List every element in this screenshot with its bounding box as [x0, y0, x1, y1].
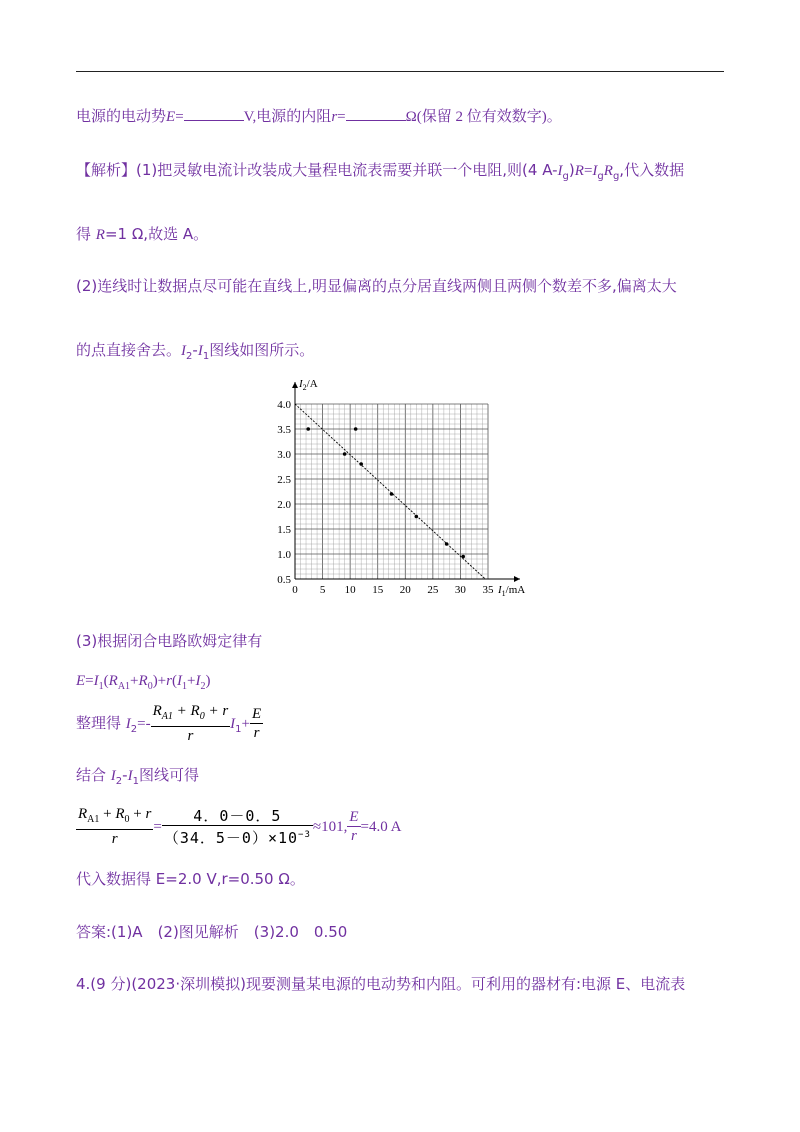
subscript: 2 — [130, 724, 138, 735]
y-tick-label: 2.0 — [277, 499, 291, 511]
answer-line — [76, 922, 347, 942]
fraction-5 — [347, 808, 360, 845]
symbol: I — [125, 716, 131, 732]
equals: = — [175, 109, 184, 125]
x-tick-label: 5 — [319, 584, 326, 596]
axes — [292, 382, 520, 582]
data-point — [415, 515, 419, 519]
text: 答案:(1)A (2)图见解析 (3)2.0 0.50 — [76, 923, 348, 941]
text: V,电源的内阻 — [243, 109, 332, 125]
blank-r — [346, 106, 406, 121]
data-point — [359, 462, 363, 466]
analysis-p4 — [76, 340, 314, 367]
fit-line-segment — [295, 404, 485, 579]
text: =- — [137, 716, 151, 732]
text: (1)把灵敏电流计改装成大量程电流表需要并联一个电阻,则(4 A- — [136, 161, 558, 179]
fraction-den: （34．5－0）×10 — [163, 828, 299, 847]
x-tick-label: 25 — [427, 584, 439, 596]
symbol: R — [574, 163, 584, 179]
data-points — [306, 427, 465, 558]
data-point — [306, 427, 310, 431]
text: 的点直接舍去。 — [76, 341, 182, 359]
fraction-den: r — [351, 828, 357, 844]
exponent: −3 — [298, 829, 311, 840]
text: - — [122, 766, 128, 784]
subscript: g — [597, 171, 604, 182]
data-point — [461, 555, 465, 559]
fraction-4 — [162, 807, 313, 847]
data-point — [390, 492, 394, 496]
text: Ω(保留 2 位有效数字)。 — [405, 109, 562, 125]
i2-i1-graph — [268, 375, 548, 600]
symbol: R — [95, 227, 105, 243]
fraction-2 — [250, 705, 263, 742]
subscript: 1 — [235, 724, 242, 735]
text: 电源的电动势 — [76, 107, 167, 125]
x-tick-label: 10 — [344, 584, 356, 596]
subscript: 2 — [186, 351, 193, 362]
symbol: I — [230, 716, 236, 732]
part3-title — [76, 631, 262, 651]
symbol-E: E — [166, 109, 176, 125]
part3-calc: $\frac{R_{A1} + R_0 + r}{r}$ = $\frac{4.0-0.5}{(34.5-0)\times 10^{-3}}$ ≈101, $\frac{E}{r}$ =4.0 A — [78, 806, 402, 847]
symbol: I — [181, 343, 187, 359]
fraction-3: $\frac{R_{A1} + R_0 + r}{r}$ — [78, 806, 152, 847]
y-tick-label: 2.5 — [277, 474, 291, 486]
y-tick-label: 3.5 — [277, 424, 291, 436]
fraction-den: r — [187, 728, 194, 744]
y-tick-label: 4.0 — [277, 399, 291, 411]
analysis-tag: 【解析】 — [76, 161, 137, 179]
symbol: I — [592, 163, 598, 179]
y-tick-label: 3.0 — [277, 449, 291, 461]
part3-final — [76, 869, 305, 889]
y-tick-label: 1.5 — [277, 524, 291, 536]
text: ≈101, — [312, 819, 348, 835]
subscript: g — [562, 171, 569, 182]
fraction-den: r — [253, 725, 260, 741]
subscript: 1 — [132, 776, 139, 787]
text: ) — [568, 161, 575, 179]
y-axis-arrow — [292, 382, 298, 388]
y-tick-label: 0.5 — [277, 574, 291, 586]
x-tick-label: 35 — [482, 584, 494, 596]
analysis-p2 — [76, 224, 208, 245]
y-tick-label: 1.0 — [277, 549, 291, 561]
text: 4.(9 分)(2023·深圳模拟)现要测量某电源的电动势和内阻。可利用的器材有:电源 E、电流表 — [76, 975, 686, 993]
text: =1 Ω,故选 A。 — [104, 225, 209, 243]
data-point — [343, 452, 347, 456]
subscript: g — [612, 171, 620, 182]
symbol: I — [197, 343, 203, 359]
top-rule — [76, 71, 724, 72]
text: 代入数据得 E=2.0 V,r=0.50 Ω。 — [76, 870, 305, 888]
fraction-num: E — [349, 809, 359, 825]
x-tick-label: 30 — [454, 584, 466, 596]
analysis-p3 — [76, 276, 677, 296]
part3-combine — [76, 765, 199, 792]
x-tick-label: 0 — [292, 584, 298, 596]
text: - — [192, 341, 198, 359]
text: 得 — [76, 225, 96, 243]
analysis-p1 — [76, 160, 684, 187]
symbol: I — [127, 768, 133, 784]
text: (2)连线时让数据点尽可能在直线上,明显偏离的点分居直线两侧且两侧个数差不多,偏离太大 — [76, 277, 677, 295]
text: 图线如图所示。 — [209, 341, 315, 359]
text: 整理得 — [76, 714, 126, 732]
answer-blank-line — [76, 106, 562, 127]
text: + — [241, 716, 251, 732]
part3-eq1: $E=I_1(R_{A1}+R_0)+r(I_1+I_2)$ — [76, 673, 211, 692]
fraction-num: 4．0－0．5 — [162, 807, 313, 826]
equals: = — [337, 109, 346, 125]
symbol: R — [603, 163, 613, 179]
x-tick-label: 20 — [399, 584, 411, 596]
y-axis-label: $I_2/A$ — [299, 378, 318, 392]
text: 图线可得 — [138, 766, 199, 784]
blank-E — [184, 106, 244, 121]
part3-eq2 — [76, 702, 263, 749]
question-4 — [76, 974, 685, 994]
subscript: 1 — [202, 351, 210, 362]
x-axis-label: $I_1/mA$ — [498, 584, 526, 598]
subscript: 2 — [115, 776, 123, 787]
x-tick-label: 15 — [372, 584, 384, 596]
symbol: I — [557, 163, 563, 179]
text: 结合 — [76, 766, 111, 784]
text: = — [583, 163, 593, 179]
symbol: I — [110, 768, 116, 784]
x-axis-arrow — [514, 576, 520, 582]
fraction-num: E — [252, 706, 262, 722]
symbol-r: r — [331, 109, 338, 125]
text: =4.0 A — [360, 819, 402, 835]
fraction-1: $\frac{R_{A1} + R_0 + r}{r}$ — [152, 703, 229, 744]
text: ,代入数据 — [619, 161, 685, 179]
text: (3)根据闭合电路欧姆定律有 — [76, 632, 263, 650]
data-point — [445, 542, 449, 546]
fit-line — [295, 404, 485, 579]
data-point — [354, 427, 358, 431]
